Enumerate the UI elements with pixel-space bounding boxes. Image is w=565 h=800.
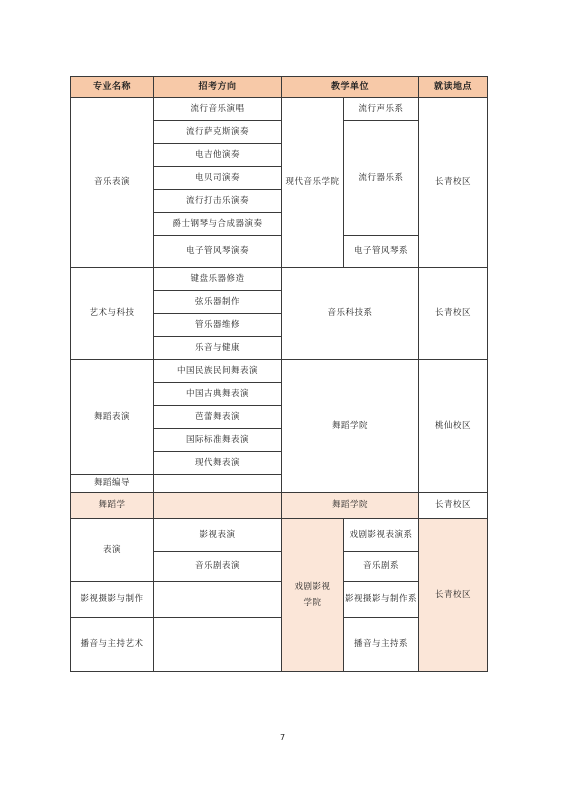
direction-cell: 中国古典舞表演 <box>154 383 282 406</box>
major-cell: 播音与主持艺术 <box>71 618 154 672</box>
major-cell: 音乐表演 <box>71 98 154 268</box>
direction-cell: 流行萨克斯演奏 <box>154 121 282 144</box>
direction-cell: 芭蕾舞表演 <box>154 406 282 429</box>
major-cell: 舞蹈表演 <box>71 360 154 475</box>
direction-cell: 音乐剧表演 <box>154 552 282 582</box>
major-cell: 艺术与科技 <box>71 268 154 360</box>
unit-cell: 音乐科技系 <box>282 268 419 360</box>
enrollment-table <box>70 76 488 672</box>
header-unit: 教学单位 <box>282 77 419 98</box>
table-row <box>71 360 488 383</box>
direction-cell-empty <box>154 618 282 672</box>
dept-cell: 电子管风琴系 <box>344 236 419 268</box>
direction-cell-empty <box>154 493 282 519</box>
campus-cell: 长青校区 <box>419 493 488 519</box>
table-row <box>71 519 488 552</box>
direction-cell: 乐音与健康 <box>154 337 282 360</box>
direction-cell: 流行音乐演唱 <box>154 98 282 121</box>
header-direction: 招考方向 <box>154 77 282 98</box>
direction-cell: 现代舞表演 <box>154 452 282 475</box>
unit-cell: 舞蹈学院 <box>282 493 419 519</box>
dept-cell: 戏剧影视表演系 <box>344 519 419 552</box>
dept-cell: 音乐剧系 <box>344 552 419 582</box>
direction-cell: 中国民族民间舞表演 <box>154 360 282 383</box>
college-cell: 戏剧影视 学院 <box>282 519 344 672</box>
direction-cell-empty <box>154 475 282 493</box>
direction-cell: 电子管风琴演奏 <box>154 236 282 268</box>
campus-cell: 桃仙校区 <box>419 360 488 493</box>
direction-cell: 电贝司演奏 <box>154 167 282 190</box>
direction-cell: 流行打击乐演奏 <box>154 190 282 213</box>
page-number: 7 <box>279 733 286 742</box>
table-header-row <box>71 77 488 98</box>
unit-cell: 舞蹈学院 <box>282 360 419 493</box>
direction-cell: 管乐器维修 <box>154 314 282 337</box>
direction-cell: 键盘乐器修造 <box>154 268 282 291</box>
table-row <box>71 98 488 121</box>
dept-cell: 播音与主持系 <box>344 618 419 672</box>
direction-cell: 影视表演 <box>154 519 282 552</box>
dept-cell: 影视摄影与制作系 <box>344 582 419 618</box>
dept-cell: 流行器乐系 <box>344 121 419 236</box>
campus-cell: 长青校区 <box>419 519 488 672</box>
table-row <box>71 268 488 291</box>
direction-cell: 爵士钢琴与合成器演奏 <box>154 213 282 236</box>
major-cell: 表演 <box>71 519 154 582</box>
major-cell: 舞蹈编导 <box>71 475 154 493</box>
header-campus: 就读地点 <box>419 77 488 98</box>
table-row <box>71 493 488 519</box>
direction-cell: 弦乐器制作 <box>154 291 282 314</box>
direction-cell: 国际标准舞表演 <box>154 429 282 452</box>
direction-cell: 电吉他演奏 <box>154 144 282 167</box>
college-cell: 现代音乐学院 <box>282 98 344 268</box>
campus-cell: 长青校区 <box>419 98 488 268</box>
campus-cell: 长青校区 <box>419 268 488 360</box>
direction-cell-empty <box>154 582 282 618</box>
major-cell: 影视摄影与制作 <box>71 582 154 618</box>
dept-cell: 流行声乐系 <box>344 98 419 121</box>
header-major: 专业名称 <box>71 77 154 98</box>
major-cell: 舞蹈学 <box>71 493 154 519</box>
